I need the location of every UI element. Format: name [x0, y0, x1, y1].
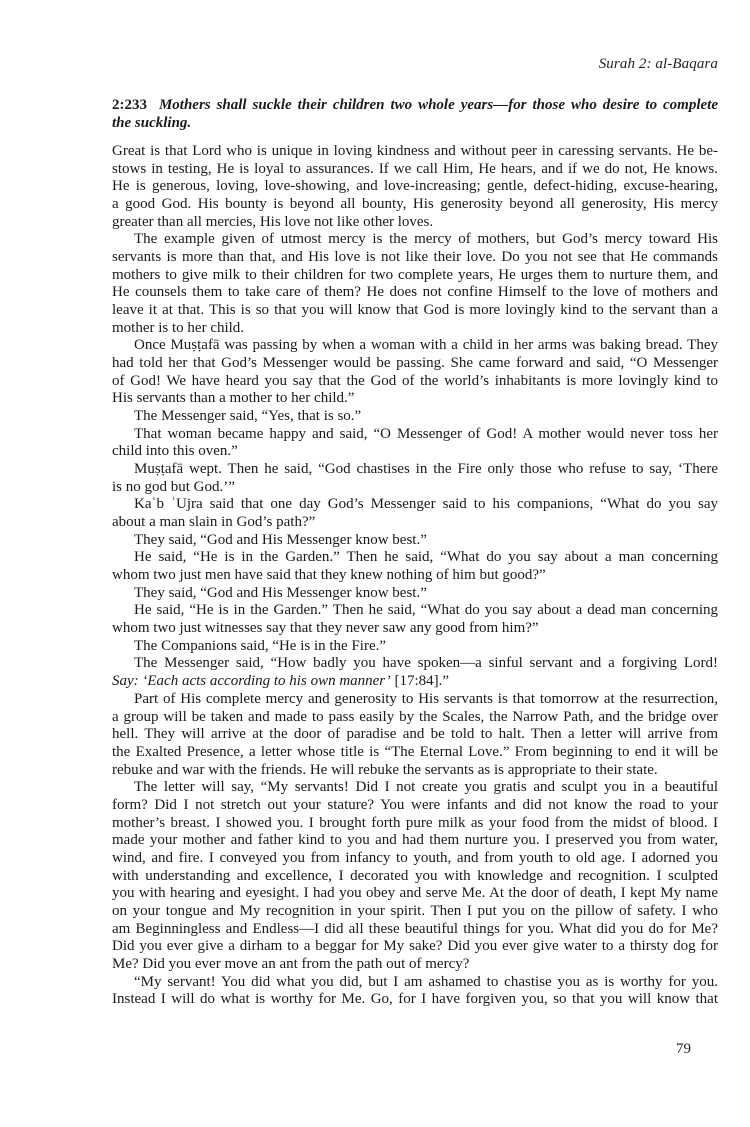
- text-line: He said, “He is in the Garden.” Then he said, “What do you say about a man concerning: [134, 549, 718, 566]
- text-line: form? Did I not stretch out your stature? You were infants and did not know the road to your: [112, 796, 718, 813]
- text-line: am Beginningless and Endless—I did all these beautiful things for you. What did you do for Me?: [112, 920, 718, 937]
- text-line: child into this oven.”: [112, 443, 238, 460]
- text-line: [112, 673, 718, 691]
- citation-reference: [17:84].”: [390, 673, 450, 690]
- text-line: The Companions said, “He is in the Fire.”: [134, 637, 387, 654]
- text-line: is no god but God.’”: [112, 478, 235, 495]
- body-text: [112, 143, 718, 1009]
- text-line: with understanding and excellence, I decorated you with knowledge and recognition. I sculpted: [112, 867, 718, 884]
- text-line: That woman became happy and said, “O Messenger of God! A mother would never toss her: [134, 425, 718, 442]
- text-line: had told her that God’s Messenger would be passing. She came forward and said, “O Messenger: [112, 355, 718, 372]
- text-line: Kaʿb ʿUjra said that one day God’s Messenger said to his companions, “What do you say: [134, 496, 718, 513]
- text-line: The Messenger said, “Yes, that is so.”: [134, 408, 362, 425]
- text-line: Muṣṭafā wept. Then he said, “God chastises in the Fire only those who refuse to say, ‘There: [134, 461, 718, 478]
- text-line: They said, “God and His Messenger know best.”: [134, 584, 427, 601]
- text-line: Once Muṣṭafā was passing by when a woman with a child in her arms was baking bread. They: [134, 337, 718, 354]
- text-line: The example given of utmost mercy is the mercy of mothers, but God’s mercy toward His: [134, 231, 718, 248]
- text-line: a group will be taken and made to pass easily by the Scales, the Narrow Path, and the bridge over: [112, 708, 718, 725]
- text-line: His servants than a mother to her child.”: [112, 390, 355, 407]
- text-line: you with hearing and eyesight. I had you obey and serve Me. At the door of death, I kept My name: [112, 885, 718, 902]
- text-line: Did you ever give a dirham to a beggar for My sake? Did you ever give water to a thirsty dog for: [112, 938, 718, 955]
- text-line: mother is to her child.: [112, 319, 245, 336]
- running-head: Surah 2: al-Baqara: [598, 56, 718, 72]
- text-line: Great is that Lord who is unique in loving kindness and without peer in caressing servants. He be-: [112, 143, 718, 159]
- text-line: the Exalted Presence, a letter whose title is “The Eternal Love.” From beginning to end it will be: [112, 743, 718, 760]
- text-line: rebuke and war with the friends. He will rebuke the servants as is appropriate to their state.: [112, 761, 658, 778]
- text-line: The letter will say, “My servants! Did I not create you gratis and sculpt you in a beautiful: [134, 779, 718, 796]
- text-line: Me? Did you ever move an ant from the path out of mercy?: [112, 955, 470, 972]
- text-line: mothers to give milk to their children for two complete years, He urges them to nurture them, and: [112, 266, 718, 283]
- text-line: Instead I will do what is worthy for Me. Go, for I have forgiven you, so that you will know that: [112, 991, 718, 1008]
- text-line: stows in testing, He is loyal to assurances. If we call Him, He hears, and if we do not, He knows.: [112, 160, 718, 177]
- text-line: hell. They will arrive at the door of paradise and be told to halt. Then a letter will arrive from: [112, 726, 718, 743]
- text-line: on your tongue and My recognition in your spirit. Then I put you on the pillow of safety. I who: [112, 902, 718, 919]
- text-line: mother’s breast. I showed you. I brought forth pure milk as your food from the midst of blood. I: [112, 814, 718, 831]
- text-line: They said, “God and His Messenger know best.”: [134, 531, 427, 548]
- text-line: whom two just men have said that they knew nothing of him but good?”: [112, 567, 546, 584]
- text-line: leave it at that. This is so that you will know that God is more lovingly kind to the servant than a: [112, 302, 718, 319]
- page-number: 79: [676, 1041, 691, 1057]
- verse-reference: 2:233: [112, 97, 147, 113]
- text-line: greater than all mercies, His love not like other loves.: [112, 213, 434, 230]
- text-line: servants is more than that, and His love is not like their love. Do you not see that He commands: [112, 249, 718, 266]
- text-line: wind, and fire. I conveyed you from infancy to youth, and from youth to old age. I adorned you: [112, 849, 718, 866]
- verse-line: [112, 96, 718, 114]
- text-line: Part of His complete mercy and generosity to His servants is that tomorrow at the resurrection,: [134, 690, 718, 707]
- text-line: He is generous, loving, love-showing, and love-increasing; gentle, defect-hiding, excuse-hearing,: [112, 178, 718, 195]
- text-line: “My servant! You did what you did, but I am ashamed to chastise you as is worthy for you.: [134, 973, 718, 990]
- text-line: a good God. His bounty is beyond all bounty, His generosity beyond all generosity, His mercy: [112, 196, 718, 213]
- text-line: He counsels them to take care of them? He does not confine Himself to the love of mothers and: [112, 284, 718, 301]
- text-line: He said, “He is in the Garden.” Then he said, “What do you say about a dead man concerning: [134, 602, 718, 619]
- verse-text: Mothers shall suckle their children two whole years—for those who desire to complete: [158, 97, 719, 113]
- verse-heading: [112, 96, 718, 132]
- text-line: The Messenger said, “How badly you have spoken—a sinful servant and a forgiving Lord!: [134, 655, 718, 672]
- verse-line: the suckling.: [112, 115, 192, 131]
- text-line: of God! We have heard you say that the God of the world’s inhabitants is more lovingly kind to: [112, 372, 718, 389]
- quran-citation: Say: ‘Each acts according to his own manner’: [112, 673, 391, 690]
- text-line: made your mother and father kind to you and had them nurture you. I preserved you from water,: [112, 832, 718, 849]
- text-line: about a man slain in God’s path?”: [112, 514, 316, 531]
- text-line: whom two just witnesses say that they never saw any good from him?”: [112, 620, 539, 637]
